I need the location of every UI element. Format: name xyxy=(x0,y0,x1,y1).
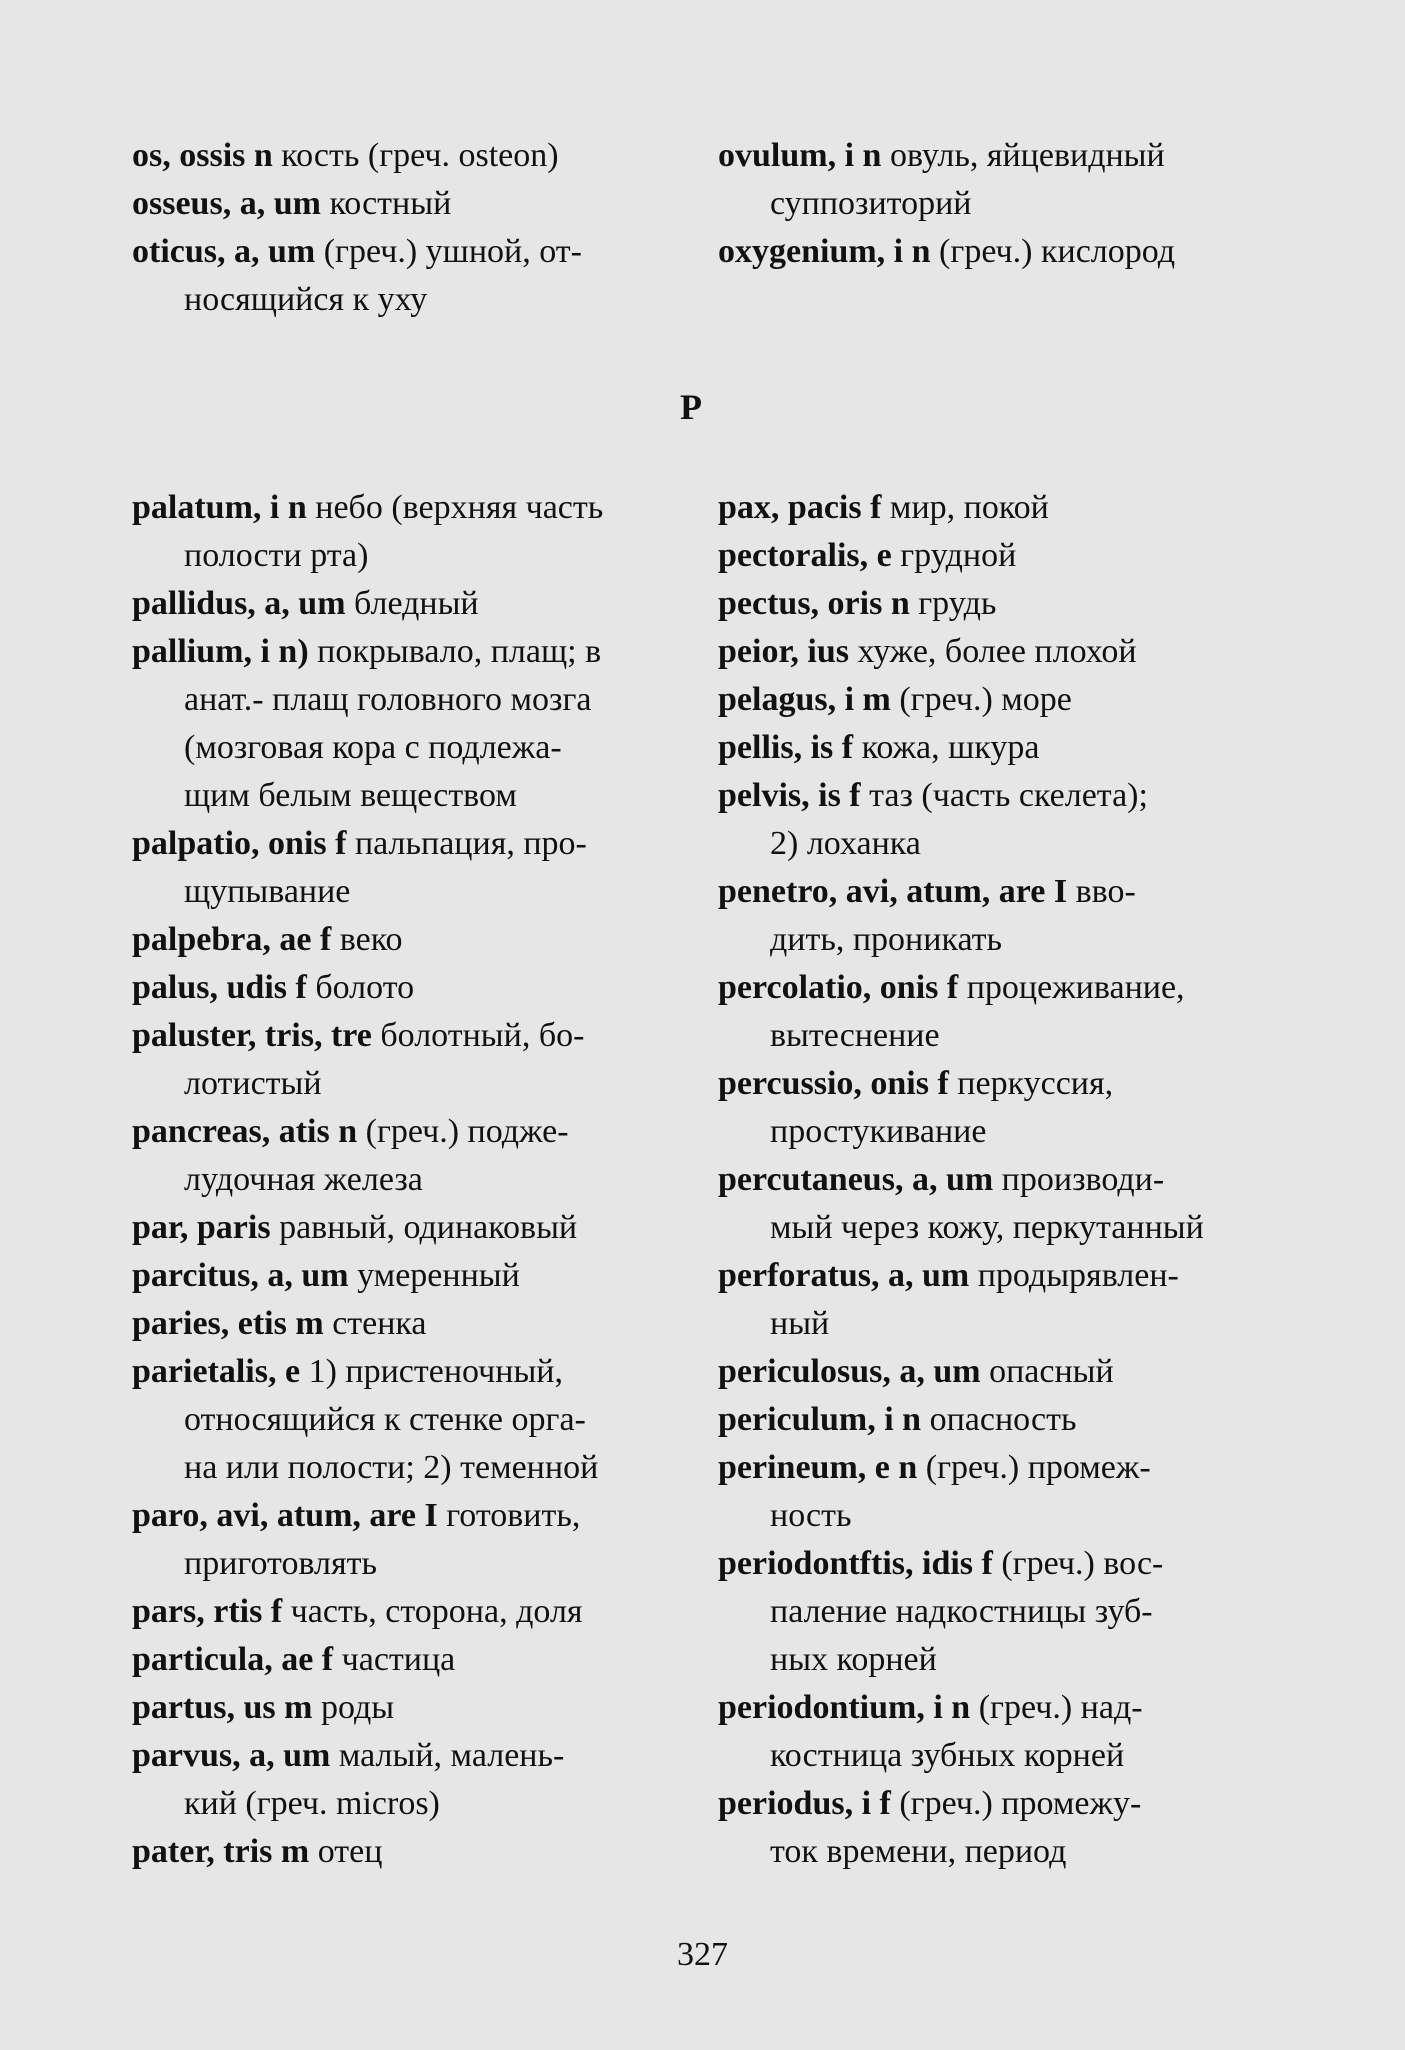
dictionary-entry xyxy=(132,1348,672,1492)
dictionary-entry xyxy=(132,1492,672,1588)
dictionary-entry xyxy=(718,1540,1258,1684)
entry-definition: (греч.) вос- xyxy=(992,1545,1164,1582)
entry-continuation: дить, проникать xyxy=(770,921,1003,958)
entry-headword: percolatio, onis f xyxy=(718,969,959,1006)
entry-first-line xyxy=(718,1396,1258,1444)
entry-definition: небо (верхняя часть xyxy=(306,489,604,526)
entry-definition: хуже, более плохой xyxy=(849,633,1137,670)
right-top-entries xyxy=(718,132,1258,276)
entry-definition: малый, малень- xyxy=(330,1737,565,1774)
entry-definition: овуль, яйцевидный xyxy=(881,137,1165,174)
dictionary-entry xyxy=(132,1588,672,1636)
entry-first-line xyxy=(132,1684,672,1732)
entry-definition: умеренный xyxy=(348,1257,520,1294)
entry-headword: paluster, tris, tre xyxy=(132,1017,372,1054)
entry-headword: particula, ae f xyxy=(132,1641,334,1678)
entry-headword: parvus, a, um xyxy=(132,1737,331,1774)
dictionary-entry xyxy=(718,1348,1258,1396)
entry-continuation: (мозговая кора с подлежа- xyxy=(184,729,562,766)
dictionary-entry xyxy=(718,1156,1258,1252)
entry-continuation: простукивание xyxy=(770,1113,987,1150)
entry-first-line xyxy=(132,1300,672,1348)
entry-headword: pars, rtis f xyxy=(132,1593,283,1630)
dictionary-entry xyxy=(718,1396,1258,1444)
dictionary-entry xyxy=(132,1828,672,1876)
entry-first-line xyxy=(718,1540,1258,1588)
page-number: 327 xyxy=(677,1936,728,1973)
dictionary-entry xyxy=(718,1780,1258,1876)
entry-headword: penetro, avi, atum, are I xyxy=(718,873,1068,910)
entry-headword: ovulum, i n xyxy=(718,137,882,174)
entry-continuation: лотистый xyxy=(184,1065,322,1102)
dictionary-entry xyxy=(132,228,672,324)
entry-definition: (греч.) промеж- xyxy=(917,1449,1151,1486)
entry-headword: paro, avi, atum, are I xyxy=(132,1497,438,1534)
entry-first-line xyxy=(718,1060,1258,1108)
entry-definition: опасный xyxy=(980,1353,1114,1390)
entry-definition: пальпация, про- xyxy=(346,825,587,862)
entry-definition: кость (греч. osteon) xyxy=(272,137,559,174)
entry-headword: oxygenium, i n xyxy=(718,233,931,270)
entry-headword: palpatio, onis f xyxy=(132,825,347,862)
entry-continuation: кий (греч. micros) xyxy=(184,1785,440,1822)
entry-headword: palpebra, ae f xyxy=(132,921,332,958)
dictionary-entry xyxy=(718,724,1258,772)
entry-definition: продырявлен- xyxy=(969,1257,1179,1294)
entry-headword: pectus, oris n xyxy=(718,585,910,622)
entry-first-line xyxy=(718,676,1258,724)
dictionary-entry xyxy=(718,964,1258,1060)
entry-first-line xyxy=(718,724,1258,772)
entry-continuation: ток времени, период xyxy=(770,1833,1067,1870)
entry-first-line xyxy=(718,228,1258,276)
entry-definition: опасность xyxy=(921,1401,1077,1438)
entry-continuation: мый через кожу, перкутанный xyxy=(770,1209,1204,1246)
entry-definition: покрывало, плащ; в xyxy=(308,633,602,670)
right-column xyxy=(718,132,1258,1876)
entry-definition: (греч.) промежу- xyxy=(890,1785,1142,1822)
entry-continuation: приготовлять xyxy=(184,1545,378,1582)
dictionary-entry xyxy=(132,1204,672,1252)
left-top-entries xyxy=(132,132,672,324)
dictionary-entry xyxy=(718,580,1258,628)
entry-headword: parcitus, a, um xyxy=(132,1257,349,1294)
entry-first-line xyxy=(132,1588,672,1636)
entry-definition: таз (часть скелета); xyxy=(860,777,1148,814)
entry-headword: palatum, i n xyxy=(132,489,307,526)
entry-definition: (греч.) подже- xyxy=(357,1113,569,1150)
entry-first-line xyxy=(132,228,672,276)
entry-continuation: щим белым веществом xyxy=(184,777,517,814)
dictionary-entry xyxy=(132,580,672,628)
left-bottom-entries xyxy=(132,484,672,1876)
entry-headword: parietalis, e xyxy=(132,1353,301,1390)
entry-first-line xyxy=(718,532,1258,580)
entry-first-line xyxy=(132,484,672,532)
entry-headword: periodontftis, idis f xyxy=(718,1545,993,1582)
dictionary-entry xyxy=(132,1252,672,1300)
entry-first-line xyxy=(718,964,1258,1012)
left-column xyxy=(132,132,672,1876)
section-gap xyxy=(132,324,672,484)
entry-continuation: ный xyxy=(770,1305,830,1342)
entry-definition: равный, одинаковый xyxy=(270,1209,578,1246)
section-letter: P xyxy=(680,387,702,427)
dictionary-entry xyxy=(132,964,672,1012)
dictionary-entry xyxy=(132,1636,672,1684)
entry-definition: мир, покой xyxy=(881,489,1049,526)
entry-headword: pelvis, is f xyxy=(718,777,861,814)
entry-definition: часть, сторона, доля xyxy=(282,1593,583,1630)
entry-first-line xyxy=(718,1780,1258,1828)
entry-first-line xyxy=(132,180,672,228)
entry-headword: percutaneus, a, um xyxy=(718,1161,994,1198)
section-gap xyxy=(718,276,1258,484)
entry-first-line xyxy=(718,1684,1258,1732)
entry-first-line xyxy=(132,1492,672,1540)
entry-definition: грудь xyxy=(909,585,997,622)
entry-headword: pallium, i n) xyxy=(132,633,309,670)
entry-headword: palus, udis f xyxy=(132,969,307,1006)
entry-first-line xyxy=(718,580,1258,628)
entry-definition: (греч.) кислород xyxy=(930,233,1176,270)
entry-continuation: вытеснение xyxy=(770,1017,940,1054)
dictionary-entry xyxy=(132,820,672,916)
entry-first-line xyxy=(718,132,1258,180)
entry-continuation: относящийся к стенке орга- xyxy=(184,1401,586,1438)
right-bottom-entries xyxy=(718,484,1258,1876)
entry-first-line xyxy=(132,1252,672,1300)
dictionary-entry xyxy=(718,676,1258,724)
entry-definition: грудной xyxy=(891,537,1017,574)
entry-definition: перкуссия, xyxy=(948,1065,1114,1102)
entry-first-line xyxy=(132,628,672,676)
dictionary-entry xyxy=(718,1060,1258,1156)
dictionary-entry xyxy=(718,772,1258,868)
entry-headword: osseus, a, um xyxy=(132,185,321,222)
entry-headword: os, ossis n xyxy=(132,137,273,174)
entry-definition: роды xyxy=(312,1689,395,1726)
entry-first-line xyxy=(132,916,672,964)
entry-continuation: анат.- плащ головного мозга xyxy=(184,681,592,718)
entry-definition: (греч.) море xyxy=(890,681,1072,718)
dictionary-entry xyxy=(132,484,672,580)
entry-first-line xyxy=(718,772,1258,820)
entry-headword: perineum, e n xyxy=(718,1449,918,1486)
entry-definition: стенка xyxy=(323,1305,427,1342)
entry-definition: отец xyxy=(309,1833,383,1870)
entry-definition: болотный, бо- xyxy=(371,1017,585,1054)
entry-definition: частица xyxy=(333,1641,456,1678)
entry-continuation: суппозиторий xyxy=(770,185,972,222)
entry-continuation: лудочная железа xyxy=(184,1161,423,1198)
entry-continuation: на или полости; 2) теменной xyxy=(184,1449,599,1486)
dictionary-entry xyxy=(718,132,1258,228)
entry-first-line xyxy=(718,628,1258,676)
entry-headword: pallidus, a, um xyxy=(132,585,346,622)
entry-first-line xyxy=(718,1348,1258,1396)
entry-headword: par, paris xyxy=(132,1209,271,1246)
entry-definition: готовить, xyxy=(437,1497,581,1534)
dictionary-entry xyxy=(132,180,672,228)
entry-first-line xyxy=(132,1204,672,1252)
entry-first-line xyxy=(132,1732,672,1780)
entry-headword: oticus, a, um xyxy=(132,233,316,270)
entry-definition: производи- xyxy=(993,1161,1165,1198)
entry-definition: (греч.) над- xyxy=(970,1689,1143,1726)
entry-headword: periodus, i f xyxy=(718,1785,891,1822)
entry-continuation: костница зубных корней xyxy=(770,1737,1125,1774)
dictionary-entry xyxy=(132,1108,672,1204)
dictionary-entry xyxy=(718,1684,1258,1780)
entry-definition: костный xyxy=(320,185,452,222)
entry-first-line xyxy=(132,820,672,868)
entry-continuation: полости рта) xyxy=(184,537,369,574)
entry-definition: (греч.) ушной, от- xyxy=(315,233,582,270)
entry-definition: бледный xyxy=(345,585,479,622)
entry-first-line xyxy=(718,1252,1258,1300)
entry-definition: болото xyxy=(306,969,415,1006)
entry-first-line xyxy=(132,1012,672,1060)
dictionary-entry xyxy=(718,228,1258,276)
entry-first-line xyxy=(132,1108,672,1156)
dictionary-entry xyxy=(718,532,1258,580)
dictionary-entry xyxy=(132,1732,672,1828)
entry-first-line xyxy=(132,1636,672,1684)
entry-first-line xyxy=(132,132,672,180)
dictionary-entry xyxy=(718,484,1258,532)
entry-headword: peior, ius xyxy=(718,633,850,670)
dictionary-entry xyxy=(718,868,1258,964)
dictionary-entry xyxy=(132,628,672,820)
entry-first-line xyxy=(132,964,672,1012)
entry-definition: процеживание, xyxy=(958,969,1185,1006)
dictionary-entry xyxy=(718,1444,1258,1540)
entry-headword: periculum, i n xyxy=(718,1401,922,1438)
entry-definition: 1) пристеночный, xyxy=(300,1353,563,1390)
entry-headword: pancreas, atis n xyxy=(132,1113,358,1150)
entry-first-line xyxy=(718,868,1258,916)
entry-continuation: щупывание xyxy=(184,873,351,910)
entry-headword: periculosus, a, um xyxy=(718,1353,981,1390)
entry-headword: pelagus, i m xyxy=(718,681,891,718)
entry-first-line xyxy=(132,1348,672,1396)
entry-headword: periodontium, i n xyxy=(718,1689,971,1726)
dictionary-entry xyxy=(132,1684,672,1732)
entry-continuation: ных корней xyxy=(770,1641,937,1678)
entry-first-line xyxy=(718,1156,1258,1204)
entry-headword: partus, us m xyxy=(132,1689,313,1726)
entry-definition: вво- xyxy=(1067,873,1136,910)
entry-headword: pax, pacis f xyxy=(718,489,882,526)
entry-continuation: ность xyxy=(770,1497,852,1534)
entry-headword: perforatus, a, um xyxy=(718,1257,970,1294)
entry-first-line xyxy=(132,1828,672,1876)
entry-headword: paries, etis m xyxy=(132,1305,324,1342)
entry-headword: pectoralis, e xyxy=(718,537,892,574)
entry-continuation: паление надкостницы зуб- xyxy=(770,1593,1153,1630)
dictionary-entry xyxy=(718,628,1258,676)
entry-first-line xyxy=(132,580,672,628)
dictionary-entry xyxy=(132,1012,672,1108)
entry-headword: pellis, is f xyxy=(718,729,854,766)
entry-headword: percussio, onis f xyxy=(718,1065,949,1102)
dictionary-entry xyxy=(132,132,672,180)
entry-first-line xyxy=(718,1444,1258,1492)
dictionary-entry xyxy=(132,1300,672,1348)
entry-continuation: 2) лоханка xyxy=(770,825,921,862)
entry-headword: pater, tris m xyxy=(132,1833,310,1870)
dictionary-entry xyxy=(718,1252,1258,1348)
entry-first-line xyxy=(718,484,1258,532)
entry-definition: веко xyxy=(331,921,403,958)
entry-definition: кожа, шкура xyxy=(853,729,1040,766)
entry-continuation: носящийся к уху xyxy=(184,281,428,318)
dictionary-entry xyxy=(132,916,672,964)
